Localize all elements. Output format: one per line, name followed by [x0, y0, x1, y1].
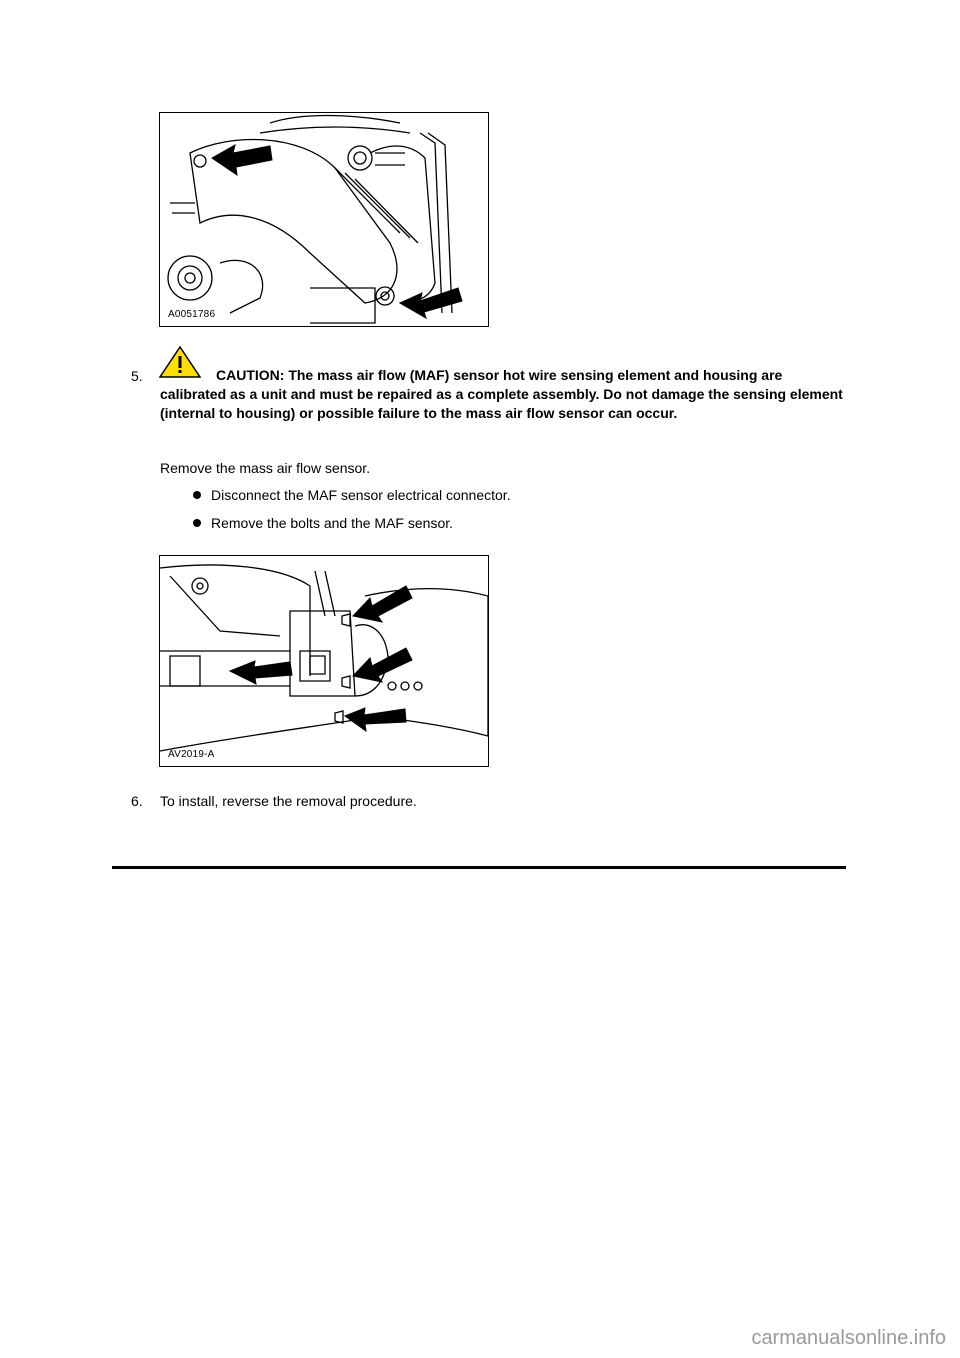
pointer-arrow-icon [230, 661, 292, 684]
section-divider [112, 866, 846, 869]
list-item-text: Disconnect the MAF sensor electrical connector. [211, 487, 511, 503]
step-instruction: Remove the mass air flow sensor. [160, 460, 371, 476]
pointer-arrow-icon [345, 708, 406, 731]
air-intake-illustration [160, 113, 488, 326]
list-item [193, 487, 511, 503]
step-number: 5. [131, 368, 143, 384]
bullet-dot-icon [193, 519, 201, 527]
caution-body: CAUTION: The mass air flow (MAF) sensor hot wire sensing element and housing are calibrated as a unit and must be repaired as a complete assembly. Do not damage the sensing element (internal to housing) or possible failure to the mass air flow sensor can occur. [160, 367, 843, 421]
maf-sensor-illustration [160, 556, 488, 766]
pointer-arrow-icon [353, 586, 412, 622]
figure-code: A0051786 [168, 309, 216, 320]
list-item [193, 515, 453, 531]
bullet-dot-icon [193, 491, 201, 499]
step-instruction: To install, reverse the removal procedure. [160, 793, 417, 809]
step-number: 6. [131, 793, 143, 809]
pointer-arrow-icon [400, 288, 462, 318]
figure-maf-sensor [159, 555, 489, 767]
pointer-arrow-icon [212, 145, 272, 175]
list-item-text: Remove the bolts and the MAF sensor. [211, 515, 454, 531]
figure-air-intake [159, 112, 489, 327]
caution-text [160, 366, 850, 423]
watermark: carmanualsonline.info [751, 1327, 946, 1349]
figure-code: AV2019-A [168, 749, 215, 760]
